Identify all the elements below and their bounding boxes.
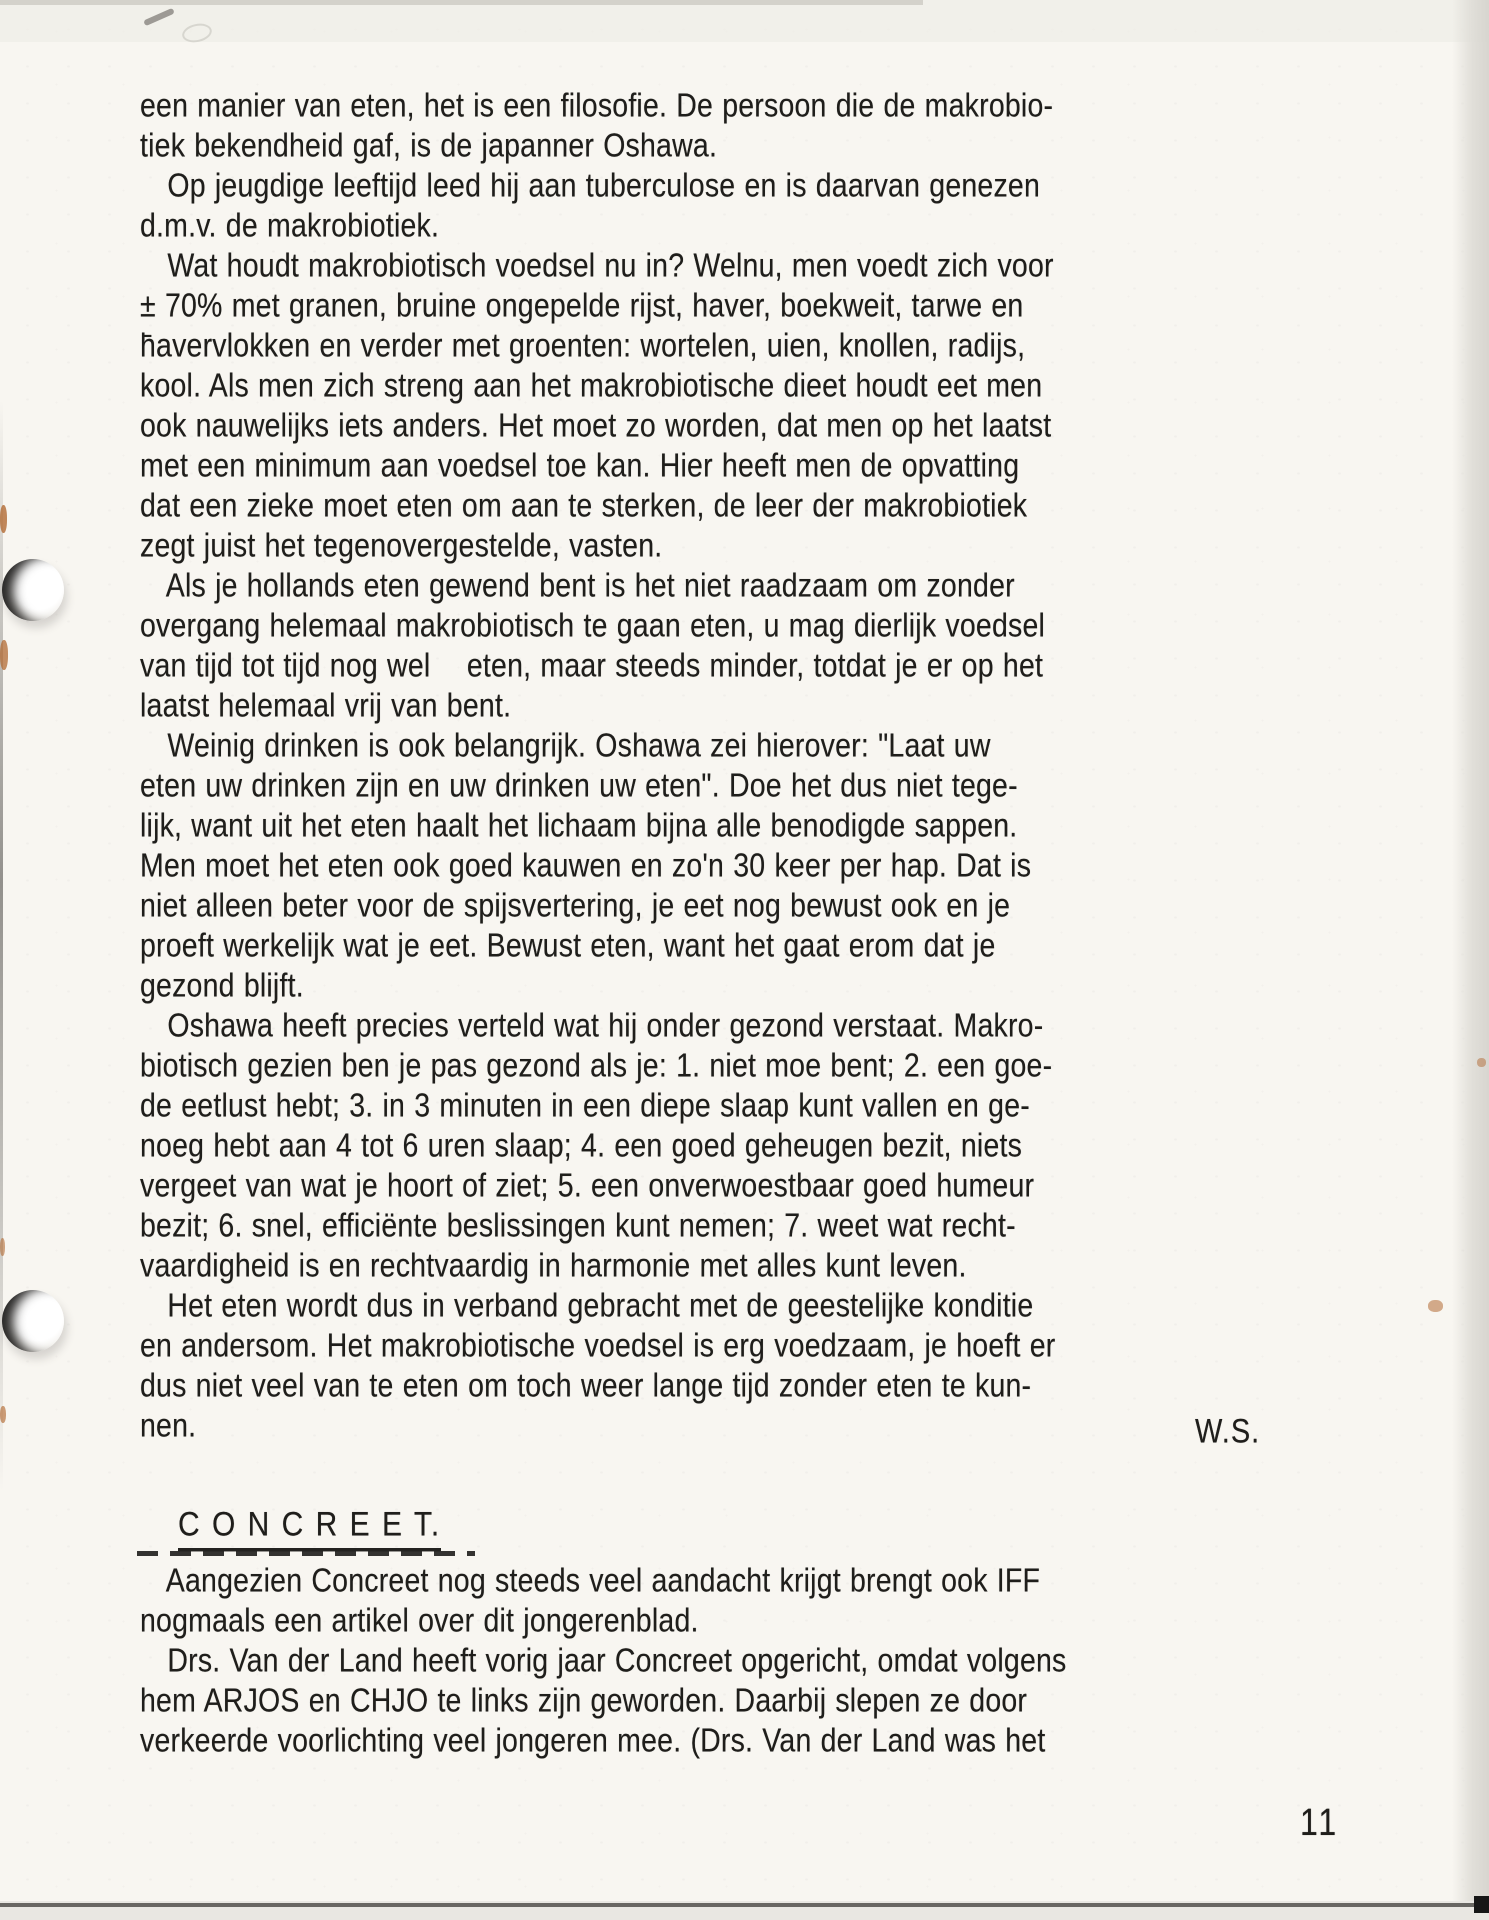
text-line: gezond blijft. xyxy=(140,967,304,1005)
scan-edge-left xyxy=(0,400,3,1550)
rust-speck xyxy=(0,640,8,670)
text-line: hem ARJOS en CHJO te links zijn geworden. Daarbij slepen ze door xyxy=(140,1682,1028,1720)
section-heading-text: C O N C R E E T. xyxy=(178,1505,441,1551)
rust-speck xyxy=(1477,1058,1486,1067)
article-concreet-text xyxy=(140,1561,1067,1761)
text-line: dus niet veel van te eten om toch weer lange tijd zonder eten te kun- xyxy=(140,1367,1032,1405)
text-line: bezit; 6. snel, efficiënte beslissingen kunt nemen; 7. weet wat recht- xyxy=(140,1207,1016,1245)
text-line: ook nauwelijks iets anders. Het moet zo worden, dat men op het laatst xyxy=(140,407,1052,445)
text-line: vaardigheid is en rechtvaardig in harmonie met alles kunt leven. xyxy=(140,1247,967,1285)
text-line: Men moet het eten ook goed kauwen en zo'n 30 keer per hap. Dat is xyxy=(140,847,1032,885)
text-line: de eetlust hebt; 3. in 3 minuten in een diepe slaap kunt vallen en ge- xyxy=(140,1087,1030,1125)
text-line: Het eten wordt dus in verband gebracht met de geestelijke konditie xyxy=(140,1287,1034,1325)
text-line: van tijd tot tijd nog wel eten, maar steeds minder, totdat je er op het xyxy=(140,647,1044,685)
rust-speck xyxy=(0,1406,6,1423)
text-line: Als je hollands eten gewend bent is het niet raadzaam om zonder xyxy=(140,567,1015,605)
text-line: overgang helemaal makrobiotisch te gaan eten, u mag dierlijk voedsel xyxy=(140,607,1046,645)
text-line: ± 70% met granen, bruine ongepelde rijst, haver, boekweit, tarwe en xyxy=(140,287,1024,325)
text-line: nen. xyxy=(140,1407,197,1445)
article-makrobiotiek-text xyxy=(140,86,1055,1446)
text-line: Weinig drinken is ook belangrijk. Oshawa zei hierover: "Laat uw xyxy=(140,727,991,765)
text-line: h̄avervlokken en verder met groenten: wortelen, uien, knollen, radijs, xyxy=(140,327,1026,365)
text-line: kool. Als men zich streng aan het makrobiotische dieet houdt eet men xyxy=(140,367,1043,405)
text-line: zegt juist het tegenovergestelde, vasten. xyxy=(140,527,663,565)
text-line: met een minimum aan voedsel toe kan. Hier heeft men de opvatting xyxy=(140,447,1020,485)
text-line: Aangezien Concreet nog steeds veel aandacht krijgt brengt ook IFF xyxy=(140,1562,1041,1600)
rust-speck xyxy=(1428,1300,1443,1312)
text-line: biotisch gezien ben je pas gezond als je: 1. niet moe bent; 2. een goe- xyxy=(140,1047,1053,1085)
text-line: eten uw drinken zijn en uw drinken uw eten". Doe het dus niet tege- xyxy=(140,767,1018,805)
rust-speck xyxy=(0,1238,5,1256)
scan-edge-right xyxy=(1452,0,1489,1920)
heading-dashed-underline xyxy=(137,1551,475,1556)
text-line: d.m.v. de makrobiotiek. xyxy=(140,207,440,245)
text-line: lijk, want uit het eten haalt het lichaam bijna alle benodigde sappen. xyxy=(140,807,1018,845)
scan-edge-top xyxy=(0,0,1489,42)
text-line: proeft werkelijk wat je eet. Bewust eten, want het gaat erom dat je xyxy=(140,927,996,965)
text-line: nogmaals een artikel over dit jongerenblad. xyxy=(140,1602,699,1640)
punch-hole-bottom xyxy=(2,1290,64,1352)
text-line: niet alleen beter voor de spijsvertering, je eet nog bewust ook en je xyxy=(140,887,1011,925)
author-initials: W.S. xyxy=(1195,1413,1261,1451)
text-line: Op jeugdige leeftijd leed hij aan tuberculose en is daarvan genezen xyxy=(140,167,1041,205)
page-number: 11 xyxy=(1300,1800,1340,1844)
text-line: verkeerde voorlichting veel jongeren mee. (Drs. Van der Land was het xyxy=(140,1722,1046,1760)
scan-corner-mark xyxy=(1474,1896,1489,1913)
text-line: tiek bekendheid gaf, is de japanner Oshawa. xyxy=(140,127,718,165)
punch-hole-top xyxy=(2,559,64,621)
section-heading xyxy=(178,1502,441,1553)
text-line: dat een zieke moet eten om aan te sterken, de leer der makrobiotiek xyxy=(140,487,1028,525)
text-line: Wat houdt makrobiotisch voedsel nu in? Welnu, men voedt zich voor xyxy=(140,247,1054,285)
text-line: Oshawa heeft precies verteld wat hij onder gezond verstaat. Makro- xyxy=(140,1007,1044,1045)
text-line: een manier van eten, het is een filosofie. De persoon die de makrobio- xyxy=(140,87,1054,125)
rust-speck xyxy=(0,505,7,533)
text-line: noeg hebt aan 4 tot 6 uren slaap; 4. een goed geheugen bezit, niets xyxy=(140,1127,1023,1165)
paper-edge-line xyxy=(0,1903,1489,1907)
text-line: en andersom. Het makrobiotische voedsel is erg voedzaam, je hoeft er xyxy=(140,1327,1056,1365)
text-line: vergeet van wat je hoort of ziet; 5. een onverwoestbaar goed humeur xyxy=(140,1167,1035,1205)
text-line: Drs. Van der Land heeft vorig jaar Concreet opgericht, omdat volgens xyxy=(140,1642,1067,1680)
scan-edge-top-line xyxy=(0,0,923,5)
text-line: laatst helemaal vrij van bent. xyxy=(140,687,512,725)
